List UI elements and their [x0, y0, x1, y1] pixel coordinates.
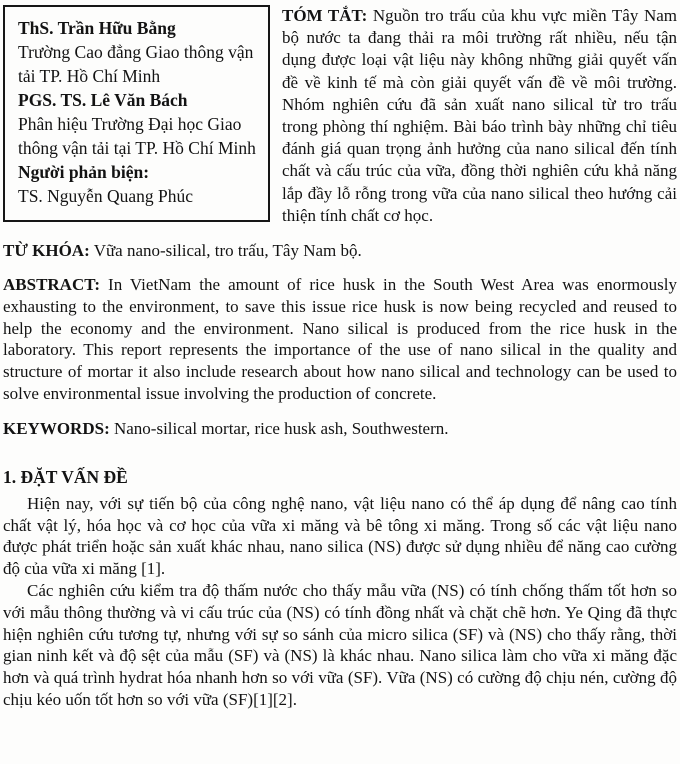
keywords-text: Nano-silical mortar, rice husk ash, Southwestern.	[113, 418, 449, 438]
author2-name: PGS. TS. Lê Văn Bách	[18, 90, 188, 110]
section1-paragraph-2: Các nghiên cứu kiểm tra độ thấm nước cho thấy mẫu vữa (NS) có tính chống thấm tốt hơn so với mẫu thông thường và vi cấu trúc của (NS) có tính đồng nhất và chặt chẽ hơn. Ye Qing đã thực hiện nghiên cứu tương tự, nhưng với sự so sánh của micro silica (SF) và (NS) cho thấy rằng, thời gian ninh kết và độ sệt của mẫu (SF) và (NS) là khác nhau. Nano silica làm cho vữa xi măng đặc hơn và quá trình hydrat hóa nhanh hơn so với vữa (SF). Vữa (NS) có cường độ chịu nén, cường độ chịu kéo uốn tốt hơn so với vữa (SF)[1][2].	[3, 581, 677, 709]
tom-tat-label: TÓM TẮT:	[282, 6, 368, 25]
tom-tat-text: Nguồn tro trấu của khu vực miền Tây Nam bộ nước ta đang thải ra môi trường rất nhiều, nếu tận dụng được loại vật liệu này không những giải quyết vấn đề về kinh tế mà còn giải quyết vấn đề về môi trường. Nhóm nghiên cứu đã sản xuất nano silical từ tro trấu trong phòng thí nghiệm. Bài báo trình bày những chỉ tiêu đánh giá quan trọng ảnh hưởng của nano silical đến tính chất và cấu trúc của vữa, đồng thời nghiên cứu khả năng lắp đầy lỗ rỗng trong vữa của nano silical theo hướng cải thiện tính chất cơ học.	[282, 6, 677, 225]
section1-paragraph-1: Hiện nay, với sự tiến bộ của công nghệ nano, vật liệu nano có thể áp dụng để nâng cao tính chất vật lý, hóa học và cơ học của vữa xi măng và bê tông xi măng. Trong số các vật liệu nano được phát triển hoặc sản xuất khác nhau, nano silica (NS) được sử dụng nhiều để năng cao cường độ của vữa xi măng [1].	[3, 493, 677, 579]
author-info-box	[3, 5, 270, 222]
tu-khoa-label: TỪ KHÓA:	[3, 241, 90, 261]
tu-khoa-line	[3, 240, 677, 262]
header-section	[3, 5, 677, 227]
author1-name: ThS. Trần Hữu Bằng	[18, 18, 176, 38]
author2-affiliation: Phân hiệu Trường Đại học Giao thông vận tải tại TP. Hồ Chí Minh	[18, 114, 256, 158]
reviewer-label: Người phản biện:	[18, 162, 150, 182]
tu-khoa-text: Vữa nano-silical, tro trấu, Tây Nam bộ.	[93, 241, 362, 261]
keywords-label: KEYWORDS:	[3, 418, 110, 438]
author1-affiliation: Trường Cao đẳng Giao thông vận tải TP. Hồ Chí Minh	[18, 42, 254, 86]
abstract-text: In VietNam the amount of rice husk in the South West Area was enormously exhausting to the environment, to save this issue rice husk is now being recycled and reused to help the economy and the environment. Nano silical is produced from the rice husk in the laboratory. This report represents the importance of the use of nano silical in the quality and structure of mortar it also include research about how nano silical and technology can be used to solve environmental issue involving the production of concrete.	[3, 275, 677, 404]
abstract-paragraph	[3, 274, 677, 405]
abstract-label: ABSTRACT:	[3, 275, 100, 295]
reviewer-name: TS. Nguyễn Quang Phúc	[18, 186, 193, 206]
section1-heading: 1. ĐẶT VẤN ĐỀ	[3, 466, 128, 487]
tom-tat-paragraph	[282, 5, 677, 227]
keywords-line	[3, 418, 677, 440]
